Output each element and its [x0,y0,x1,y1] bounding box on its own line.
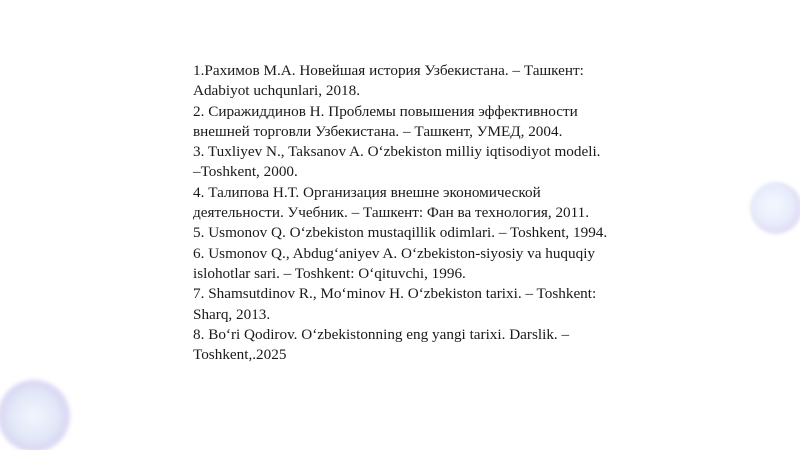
reference-line: –Toshkent, 2000. [193,163,298,181]
reference-line: 5. Usmonov Q. O‘zbekiston mustaqillik odimlari. – Toshkent, 1994. [193,224,608,242]
reference-line: 2. Сиражиддинов Н. Проблемы повышения эффективности [193,102,578,120]
reference-line: 8. Bo‘ri Qodirov. O‘zbekistonning eng yangi tarixi. Darslik. – [193,325,570,343]
reference-line: 4. Талипова Н.Т. Организация внешне экономической [193,183,541,201]
decorative-orb-bottom-left [0,380,70,450]
reference-line: деятельности. Учебник. – Ташкент: Фан ва технология, 2011. [193,204,590,222]
decorative-orb-right [750,182,800,234]
reference-line: 7. Shamsutdinov R., Mo‘minov H. O‘zbekiston tarixi. – Toshkent: [193,285,597,303]
reference-list [193,61,643,365]
reference-line: 6. Usmonov Q., Abdug‘aniyev A. O‘zbekiston-siyosiy va huquqiy [193,244,596,262]
reference-line: islohotlar sari. – Toshkent: O‘qituvchi, 1996. [193,264,466,282]
reference-line: 1.Рахимов М.А. Новейшая история Узбекистана. – Ташкент: [193,62,584,79]
reference-line: 3. Tuxliyev N., Taksanov A. O‘zbekiston milliy iqtisodiyot modeli. [193,143,601,161]
reference-line: Toshkent,.2025 [193,346,287,364]
reference-line: Adabiyot uchqunlari, 2018. [193,82,361,100]
reference-line: Sharq, 2013. [193,305,271,323]
reference-line: внешней торговли Узбекистана. – Ташкент, УМЕД, 2004. [193,122,563,140]
